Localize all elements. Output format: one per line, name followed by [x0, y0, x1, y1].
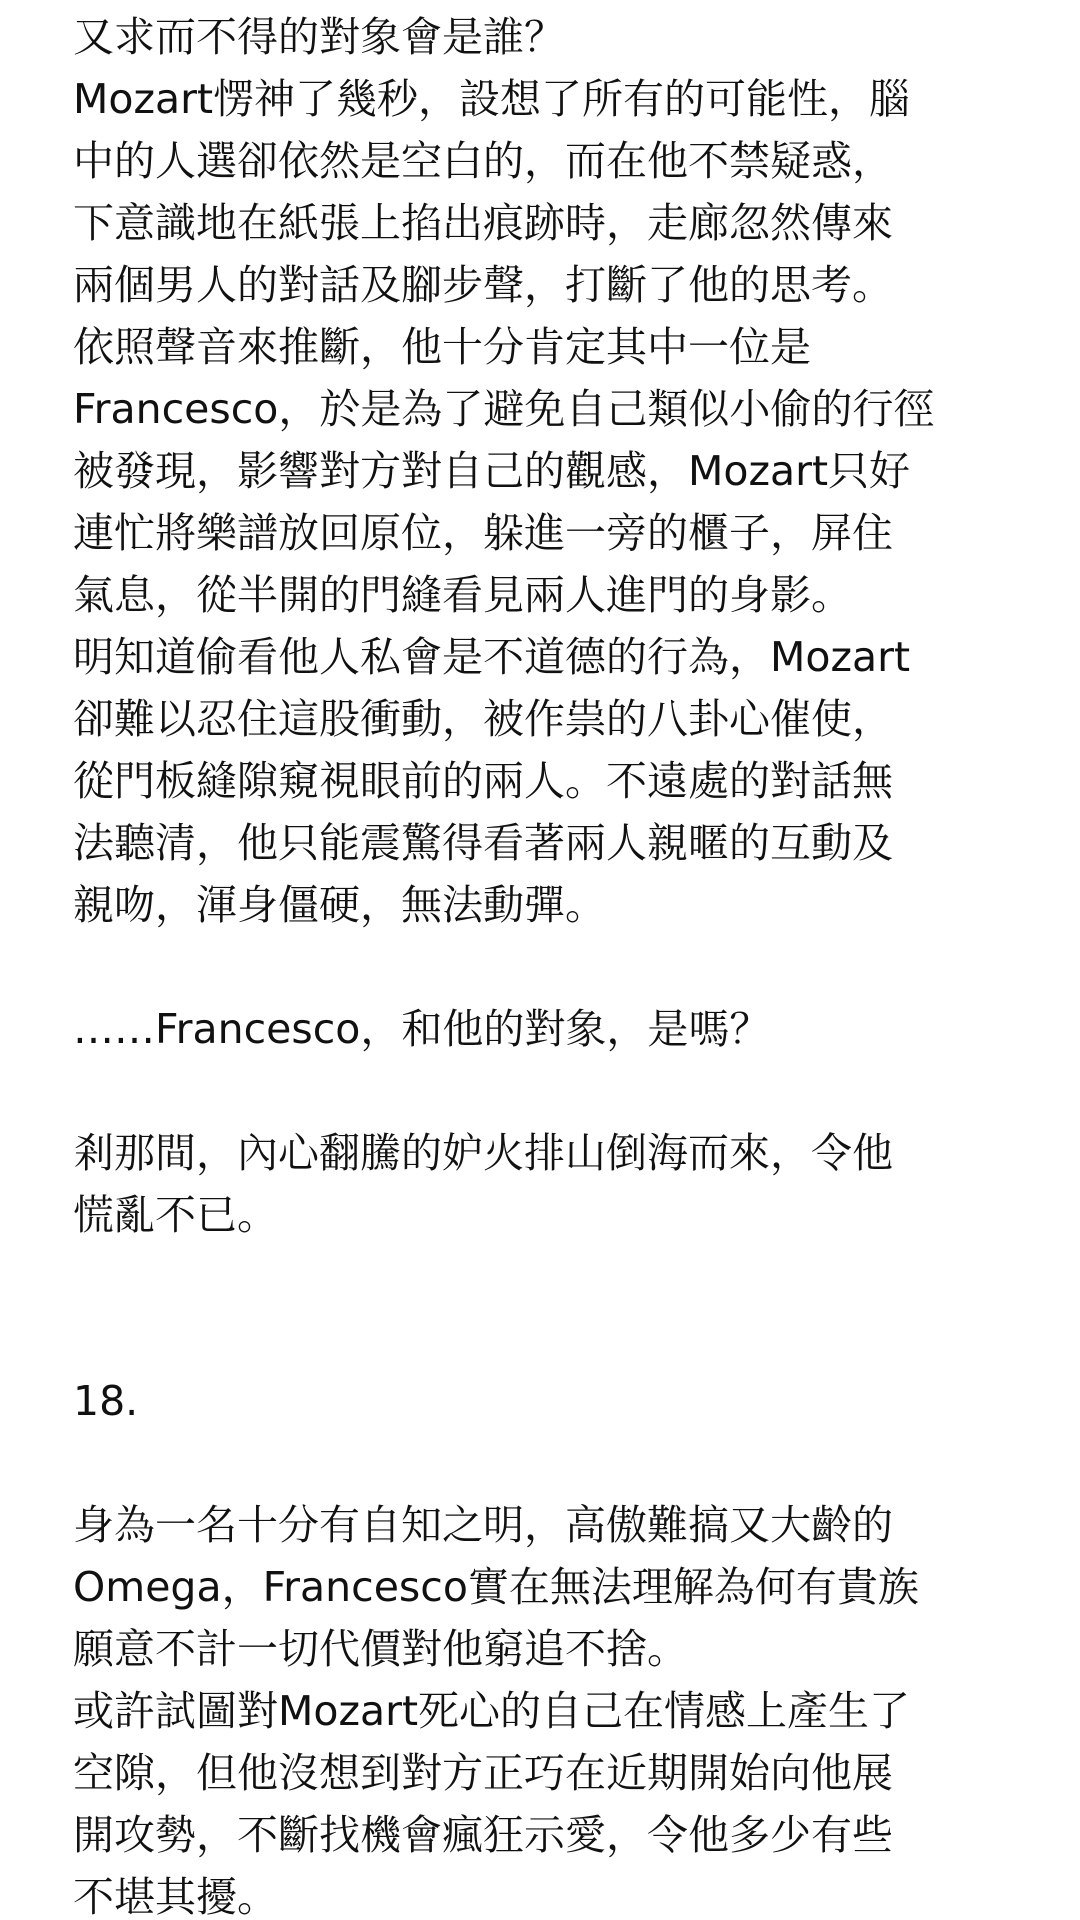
- paragraph-spacer: [73, 1432, 1073, 1494]
- text-line: 願意不計一切代價對他窮追不捨。: [73, 1625, 688, 1673]
- text-line: 依照聲音來推斷，他十分肯定其中一位是: [73, 323, 811, 371]
- paragraph-jealousy: [73, 1122, 1073, 1246]
- paragraph-francesco: [73, 1494, 1073, 1920]
- text-line: 不堪其擾。: [73, 1873, 278, 1920]
- text-line: 身為一名十分有自知之明，高傲難搞又大齡的: [73, 1501, 893, 1549]
- paragraph-mozart-hides: [73, 6, 1073, 936]
- text-line: 法聽清，他只能震驚得看著兩人親暱的互動及: [73, 819, 893, 867]
- text-line: 明知道偷看他人私會是不道德的行為，Mozart: [73, 633, 911, 681]
- text-line: 氣息，從半開的門縫看見兩人進門的身影。: [73, 571, 852, 619]
- text-line: Omega，Francesco實在無法理解為何有貴族: [73, 1563, 919, 1611]
- text-line: 又求而不得的對象會是誰？: [73, 13, 565, 61]
- text-line: 卻難以忍住這股衝動，被作祟的八卦心催使，: [73, 695, 893, 743]
- paragraph-spacer: [73, 1060, 1073, 1122]
- text-line: 被發現，影響對方對自己的觀感，Mozart只好: [73, 447, 911, 495]
- text-line: Mozart愣神了幾秒，設想了所有的可能性，腦: [73, 75, 911, 123]
- text-line: 開攻勢，不斷找機會瘋狂示愛，令他多少有些: [73, 1811, 893, 1859]
- text-line: 慌亂不已。: [73, 1191, 278, 1239]
- text-line: 兩個男人的對話及腳步聲，打斷了他的思考。: [73, 261, 893, 309]
- text-line: 或許試圖對Mozart死心的自己在情感上產生了: [73, 1687, 911, 1735]
- text-line: 下意識地在紙張上掐出痕跡時，走廊忽然傳來: [73, 199, 893, 247]
- text-line: 剎那間，內心翻騰的妒火排山倒海而來，令他: [73, 1129, 893, 1177]
- story-text: [73, 6, 1073, 1920]
- text-line: 連忙將樂譜放回原位，躲進一旁的櫃子，屏住: [73, 509, 893, 557]
- text-line: ……Francesco，和他的對象，是嗎？: [73, 1005, 771, 1053]
- text-line: 中的人選卻依然是空白的，而在他不禁疑惑，: [73, 137, 893, 185]
- chapter-number: 18.: [73, 1377, 139, 1425]
- text-line: 親吻，渾身僵硬，無法動彈。: [73, 881, 606, 929]
- text-line: 空隙，但他沒想到對方正巧在近期開始向他展: [73, 1749, 893, 1797]
- paragraph-spacer: [73, 1246, 1073, 1370]
- paragraph-question: [73, 998, 1073, 1060]
- paragraph-spacer: [73, 936, 1073, 998]
- text-line: 從門板縫隙窺視眼前的兩人。不遠處的對話無: [73, 757, 893, 805]
- text-line: Francesco，於是為了避免自己類似小偷的行徑: [73, 385, 935, 433]
